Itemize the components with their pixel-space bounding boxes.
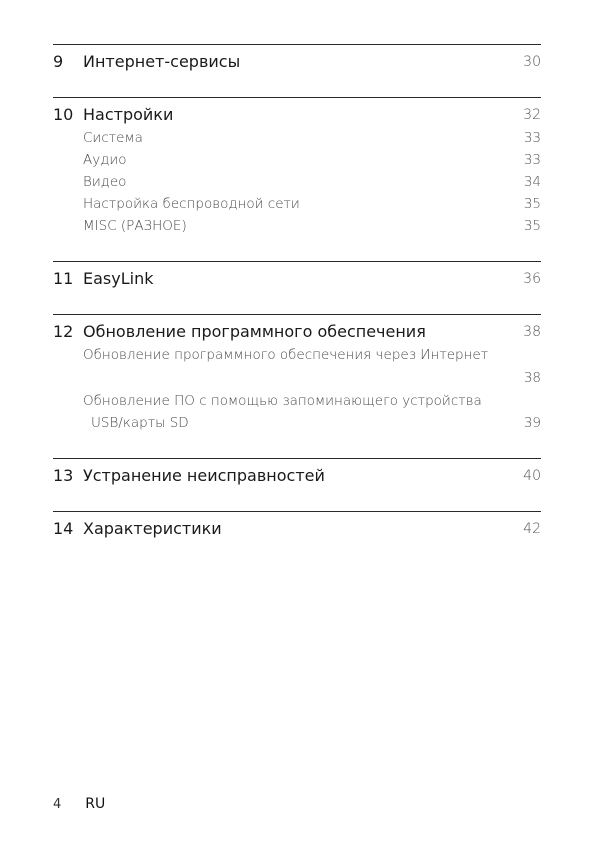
toc-section-10 — [53, 97, 541, 237]
page-number: 30 — [523, 54, 541, 70]
section-number: 12 — [53, 322, 74, 341]
footer-page-number: 4 — [53, 797, 62, 812]
toc-subentry[interactable] — [83, 149, 541, 171]
page-number: 40 — [523, 468, 541, 484]
toc-subentry[interactable] — [83, 171, 541, 193]
subentry-title: Обновление ПО с помощью запоминающего устройства — [83, 393, 482, 409]
toc-section-12 — [53, 314, 541, 434]
section-title: Настройки — [83, 105, 174, 124]
section-title: Обновление программного обеспечения — [83, 322, 426, 341]
section-number: 13 — [53, 466, 74, 485]
section-title: Устранение неисправностей — [83, 466, 325, 485]
toc-section-9 — [53, 44, 541, 73]
page-number: 35 — [523, 218, 541, 234]
subentry-title-continued: USB/карты SD — [91, 415, 189, 431]
page-number: 42 — [523, 521, 541, 537]
section-number: 10 — [53, 105, 74, 124]
page-number: 33 — [523, 130, 541, 146]
section-number: 9 — [53, 52, 64, 71]
page-number: 34 — [523, 174, 541, 190]
toc-subentry[interactable] — [83, 215, 541, 237]
toc-section-11 — [53, 261, 541, 290]
subentry-title: Настройка беспроводной сети — [83, 196, 300, 212]
subentry-title: Система — [83, 130, 143, 146]
page-number: 39 — [523, 415, 541, 431]
toc-entry[interactable] — [53, 104, 541, 126]
toc-section-13 — [53, 458, 541, 487]
toc-subentries — [83, 343, 541, 434]
page-number: 35 — [523, 196, 541, 212]
section-title: Характеристики — [83, 519, 222, 538]
page-number: 38 — [523, 370, 541, 386]
toc-section-14 — [53, 511, 541, 540]
page-number: 33 — [523, 152, 541, 168]
table-of-contents — [53, 44, 541, 564]
section-title: EasyLink — [83, 269, 154, 288]
toc-subentry[interactable] — [83, 344, 541, 390]
toc-entry[interactable] — [53, 321, 541, 343]
section-title: Интернет-сервисы — [83, 52, 241, 71]
page-number: 32 — [523, 107, 541, 123]
toc-entry[interactable] — [53, 518, 541, 540]
page-number: 38 — [523, 324, 541, 340]
footer-language: RU — [85, 796, 106, 812]
section-number: 14 — [53, 519, 74, 538]
toc-entry[interactable] — [53, 465, 541, 487]
toc-subentry[interactable] — [83, 127, 541, 149]
toc-subentry[interactable] — [83, 193, 541, 215]
subentry-title: Видео — [83, 174, 127, 190]
subentry-title: Аудио — [83, 152, 127, 168]
page-number: 36 — [523, 271, 541, 287]
subentry-title: MISC (РАЗНОЕ) — [83, 218, 187, 234]
section-number: 11 — [53, 269, 74, 288]
toc-entry[interactable] — [53, 51, 541, 73]
page-footer — [53, 796, 105, 812]
toc-subentry[interactable] — [83, 390, 541, 434]
toc-subentries — [83, 126, 541, 237]
toc-entry[interactable] — [53, 268, 541, 290]
subentry-title: Обновление программного обеспечения через Интернет — [83, 347, 489, 363]
